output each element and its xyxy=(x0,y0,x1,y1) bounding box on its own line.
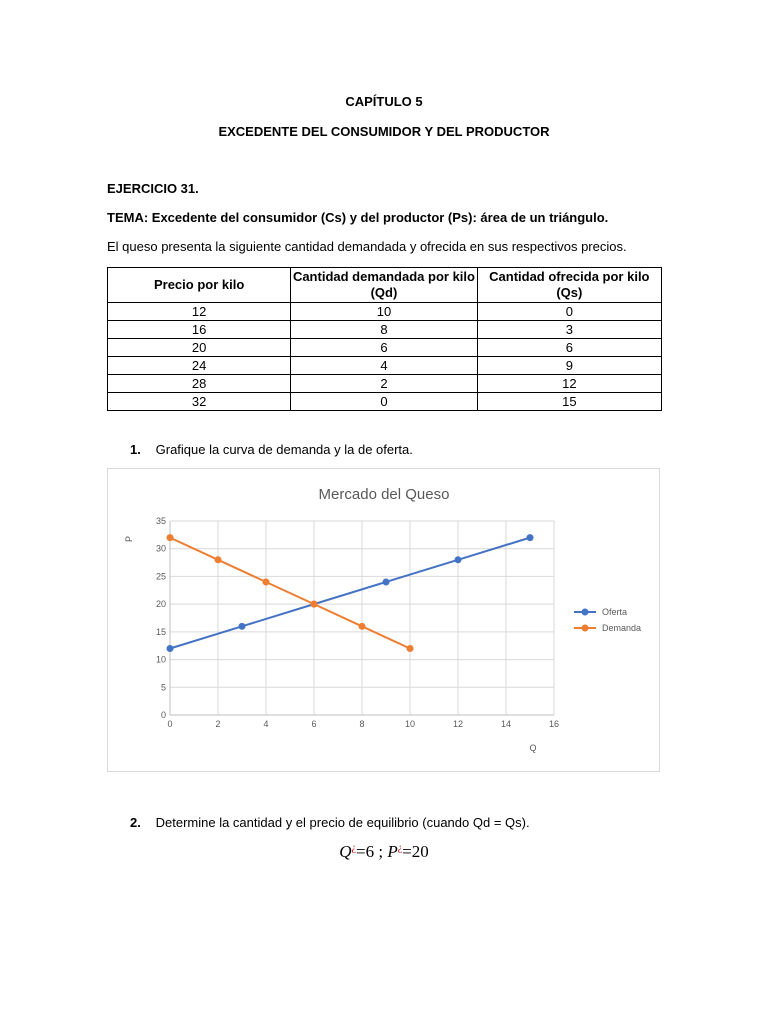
legend-marker-demanda xyxy=(582,625,589,632)
table-cell: 4 xyxy=(291,357,477,375)
chart-x-tick-label: 0 xyxy=(167,719,173,729)
eq-q-marker: ¿ xyxy=(351,842,356,854)
table-row xyxy=(108,375,662,393)
chart-x-tick-label: 8 xyxy=(359,719,365,729)
eq-q-symbol: Q xyxy=(339,842,352,861)
table-row xyxy=(108,357,662,375)
eq-p-value: =20 xyxy=(402,842,429,861)
table-cell: 10 xyxy=(291,303,477,321)
chart-x-tick-label: 14 xyxy=(500,719,512,729)
question-2-number: 2. xyxy=(130,815,141,830)
chart-x-axis-label: Q xyxy=(529,743,537,753)
question-1-text: Grafique la curva de demanda y la de oferta. xyxy=(155,442,413,457)
table-row xyxy=(108,321,662,339)
legend-label-demanda: Demanda xyxy=(602,623,642,633)
eq-separator: ; xyxy=(378,842,384,861)
table-cell: 0 xyxy=(477,303,661,321)
table-cell: 24 xyxy=(108,357,291,375)
chart-y-tick-label: 0 xyxy=(160,710,166,720)
chart-data-point xyxy=(383,578,390,585)
chart-data-point xyxy=(311,601,318,608)
table-row xyxy=(108,303,662,321)
table-cell: 0 xyxy=(291,393,477,411)
table-header-demand: Cantidad demandada por kilo (Qd) xyxy=(291,268,477,303)
chart-title: Mercado del Queso xyxy=(318,486,450,503)
chart-y-tick-label: 30 xyxy=(155,543,166,554)
question-2-text: Determine la cantidad y el precio de equilibrio (cuando Qd = Qs). xyxy=(155,815,530,830)
chart-y-tick-label: 20 xyxy=(155,599,166,610)
table-cell: 28 xyxy=(108,375,291,393)
chart-data-point xyxy=(359,623,366,630)
chart-x-tick-label: 16 xyxy=(548,719,560,729)
table-cell: 6 xyxy=(477,339,661,357)
table-header-row xyxy=(108,268,662,303)
eq-p-marker: ¿ xyxy=(397,842,403,854)
chart-x-tick-label: 10 xyxy=(404,719,416,729)
chart-canvas xyxy=(108,469,659,771)
table-cell: 16 xyxy=(108,321,291,339)
legend-label-oferta: Oferta xyxy=(602,607,628,617)
price-quantity-table xyxy=(107,267,662,411)
market-chart xyxy=(107,468,660,772)
table-cell: 12 xyxy=(477,375,661,393)
equilibrium-formula xyxy=(0,842,768,862)
chart-x-tick-label: 4 xyxy=(263,719,269,729)
chart-x-tick-label: 12 xyxy=(452,719,464,729)
chart-y-tick-label: 25 xyxy=(155,571,166,582)
table-cell: 3 xyxy=(477,321,661,339)
table-cell: 20 xyxy=(108,339,291,357)
table-cell: 8 xyxy=(291,321,477,339)
question-1 xyxy=(130,442,413,457)
chart-y-tick-label: 35 xyxy=(155,516,166,526)
legend-marker-oferta xyxy=(582,609,589,616)
chart-y-axis-label: P xyxy=(124,535,134,543)
chart-data-point xyxy=(215,556,222,563)
chart-series xyxy=(167,534,534,652)
exercise-label: EJERCICIO 31. xyxy=(107,181,199,196)
table-cell: 9 xyxy=(477,357,661,375)
chart-data-point xyxy=(167,534,174,541)
table-cell: 6 xyxy=(291,339,477,357)
chart-y-tick-label: 15 xyxy=(155,626,166,637)
chart-y-tick-label: 5 xyxy=(160,682,166,693)
table-header-price: Precio por kilo xyxy=(108,268,291,303)
chart-data-point xyxy=(167,645,174,652)
exercise-topic: TEMA: Excedente del consumidor (Cs) y del productor (Ps): área de un triángulo. xyxy=(107,210,609,225)
table-row xyxy=(108,339,662,357)
chart-data-point xyxy=(263,578,270,585)
exercise-intro: El queso presenta la siguiente cantidad demandada y ofrecida en sus respectivos precios. xyxy=(107,239,627,254)
chart-grid xyxy=(170,521,554,715)
chart-data-point xyxy=(239,623,246,630)
table-header-supply: Cantidad ofrecida por kilo (Qs) xyxy=(477,268,661,303)
chart-data-point xyxy=(455,556,462,563)
table-cell: 2 xyxy=(291,375,477,393)
chart-data-point xyxy=(527,534,534,541)
question-1-number: 1. xyxy=(130,442,141,457)
chart-x-tick-label: 6 xyxy=(311,719,317,729)
chapter-title: CAPÍTULO 5 xyxy=(345,94,423,109)
chart-legend xyxy=(574,607,641,633)
chart-data-point xyxy=(407,645,414,652)
table-cell: 15 xyxy=(477,393,661,411)
eq-q-value: =6 xyxy=(355,842,375,861)
table-cell: 32 xyxy=(108,393,291,411)
question-2 xyxy=(130,815,530,830)
chart-x-tick-label: 2 xyxy=(215,719,221,729)
chapter-subtitle: EXCEDENTE DEL CONSUMIDOR Y DEL PRODUCTOR xyxy=(218,124,550,139)
table-row xyxy=(108,393,662,411)
table-cell: 12 xyxy=(108,303,291,321)
chart-y-tick-label: 10 xyxy=(155,654,166,665)
eq-p-symbol: P xyxy=(387,842,398,861)
